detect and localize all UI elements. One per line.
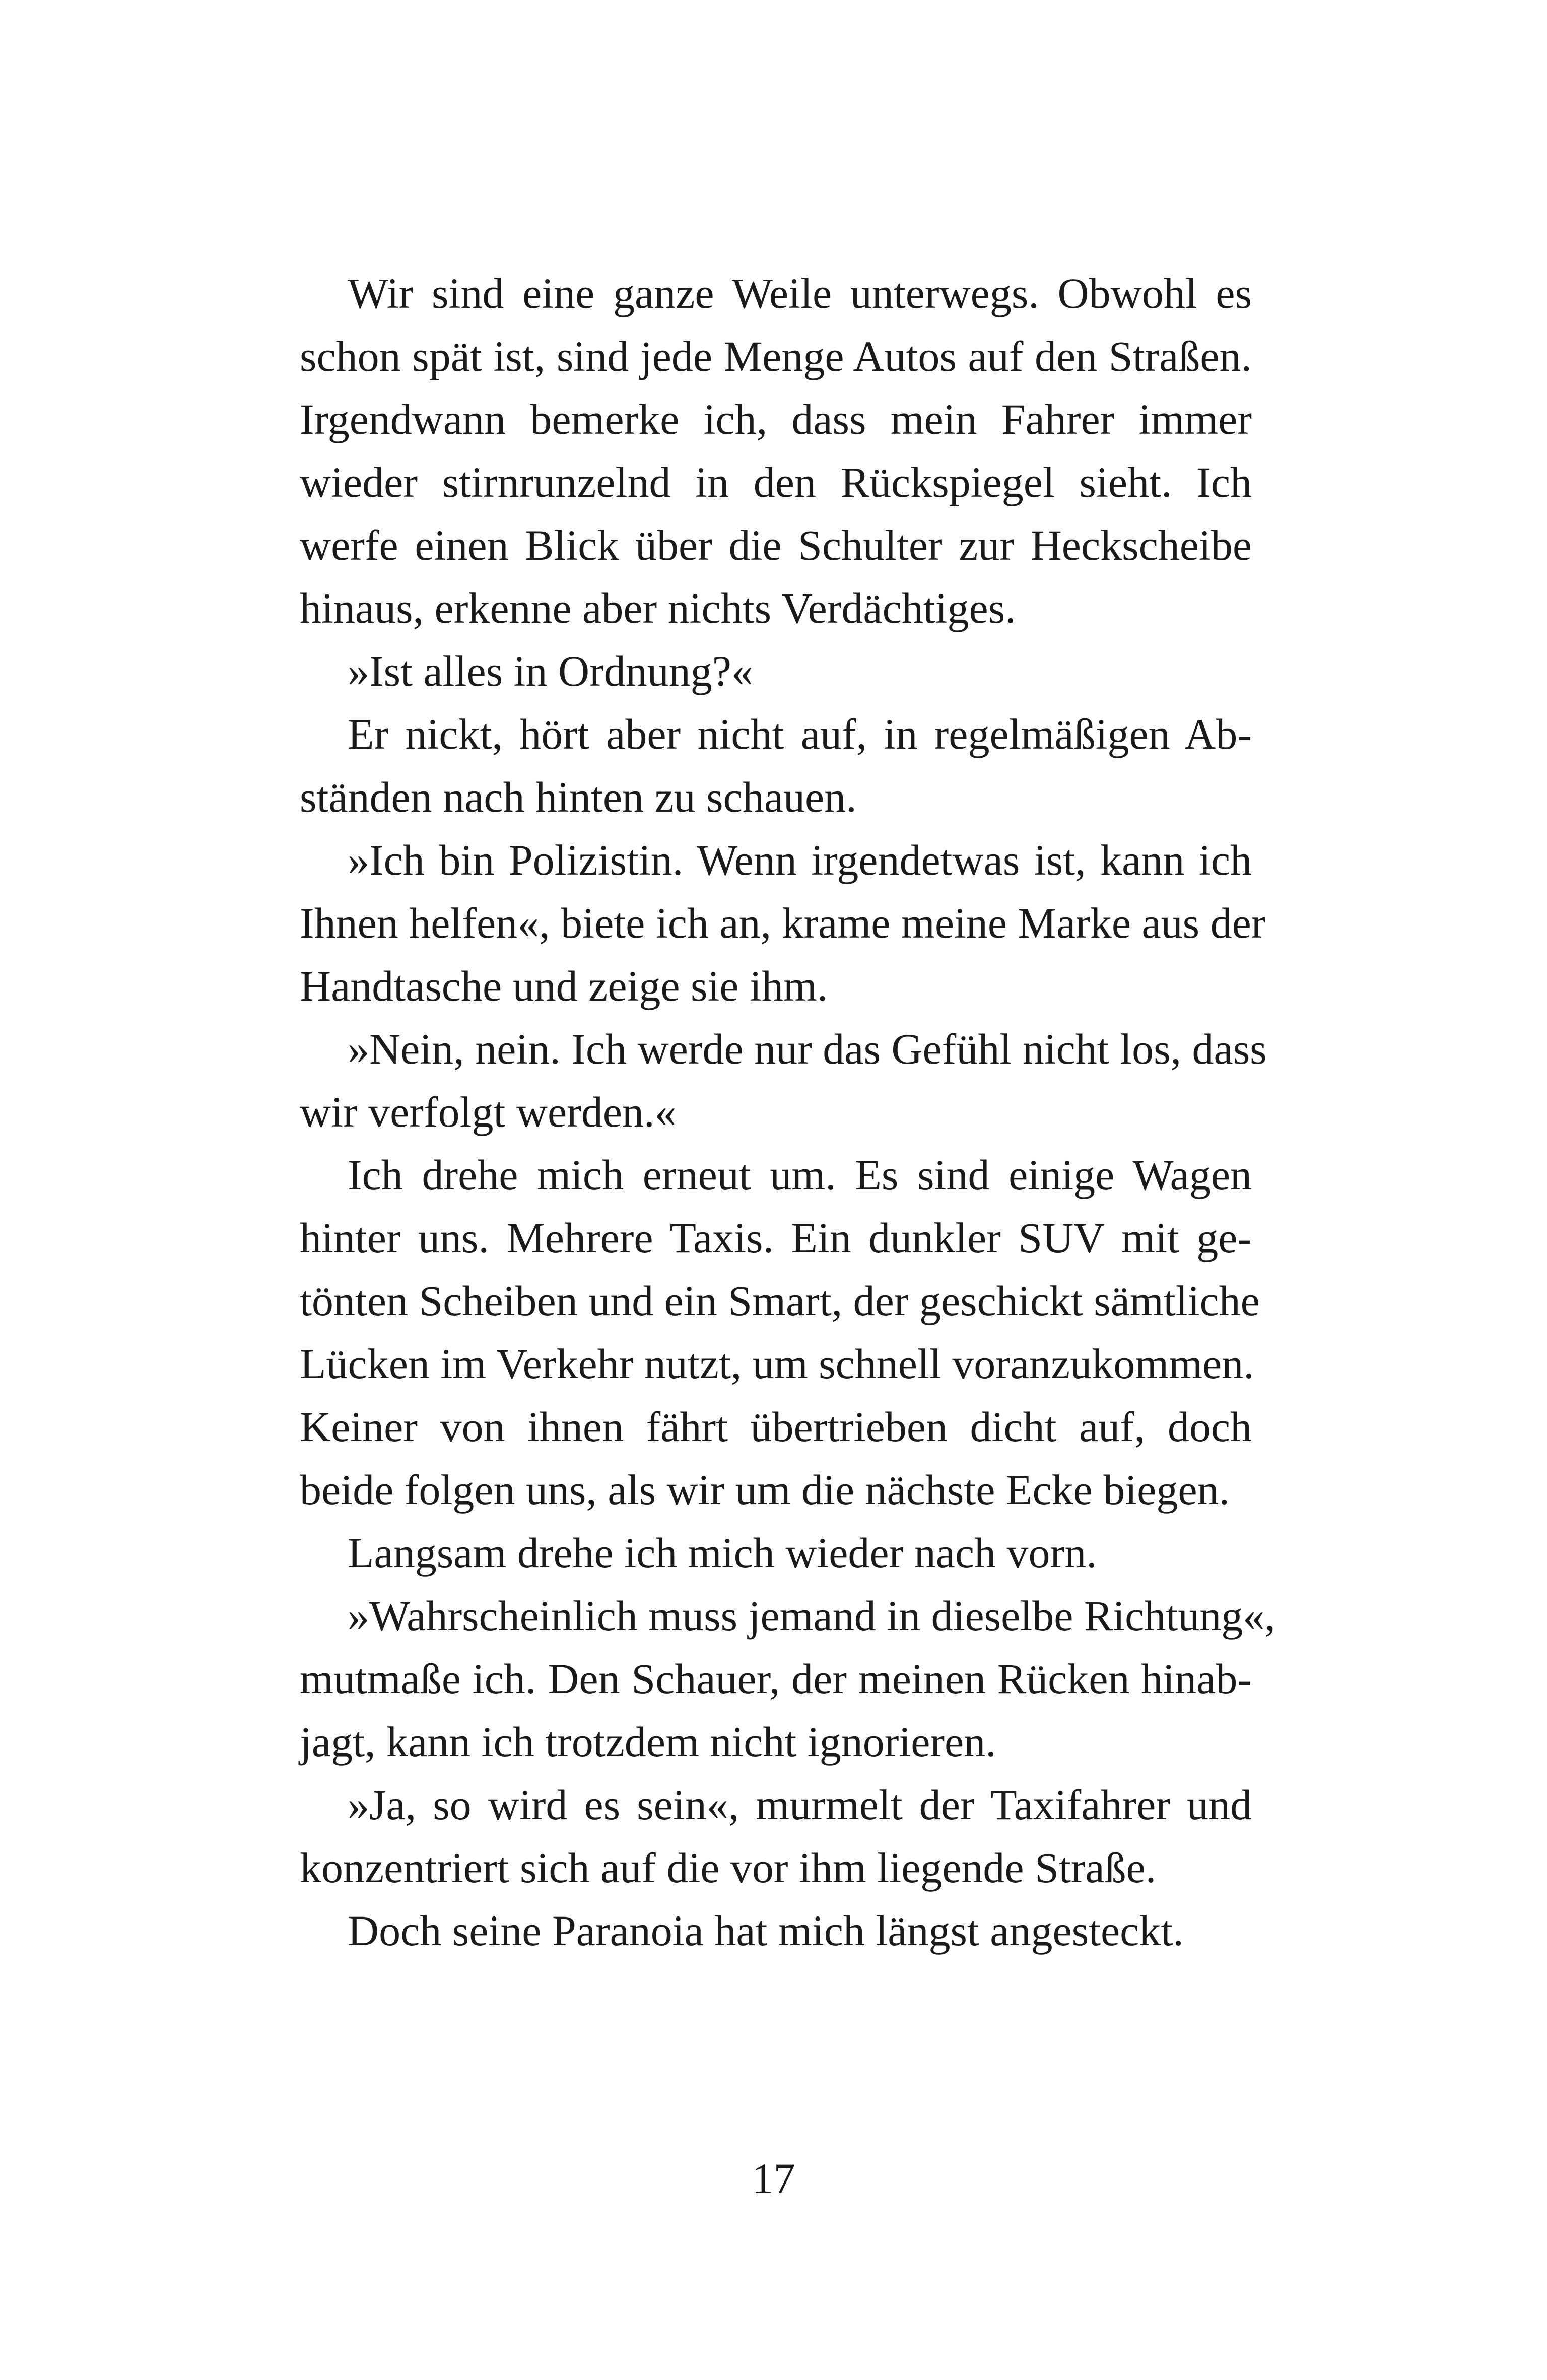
text-line: Keiner von ihnen fährt übertrieben dicht auf, doch [300, 1403, 1252, 1451]
text-line: »Wahrscheinlich muss jemand in dieselbe Richtung«, [348, 1592, 1275, 1640]
text-line: schon spät ist, sind jede Menge Autos auf den Straßen. [300, 332, 1252, 380]
text-line: beide folgen uns, als wir um die nächste Ecke biegen. [300, 1466, 1230, 1514]
text-line: werfe einen Blick über die Schulter zur Heckscheibe [300, 521, 1252, 569]
text-line: hinaus, erkenne aber nichts Verdächtiges. [300, 584, 1016, 632]
text-line: Er nickt, hört aber nicht auf, in regelmäßigen Ab- [348, 710, 1252, 758]
text-line: Handtasche und zeige sie ihm. [300, 962, 828, 1010]
text-line: tönten Scheiben und ein Smart, der geschickt sämtliche [300, 1277, 1260, 1325]
text-line: Doch seine Paranoia hat mich längst angesteckt. [348, 1906, 1184, 1955]
text-line: Langsam drehe ich mich wieder nach vorn. [348, 1529, 1097, 1577]
text-line: Wir sind eine ganze Weile unterwegs. Obwohl es [348, 269, 1252, 317]
text-line: »Nein, nein. Ich werde nur das Gefühl nicht los, dass [348, 1025, 1267, 1073]
text-line: wir verfolgt werden.« [300, 1088, 677, 1136]
text-line: Ich drehe mich erneut um. Es sind einige Wagen [348, 1151, 1252, 1199]
text-line: jagt, kann ich trotzdem nicht ignorieren. [300, 1717, 996, 1766]
text-line: »Ja, so wird es sein«, murmelt der Taxifahrer und [348, 1780, 1252, 1829]
body-text [300, 262, 1275, 1962]
page-number: 17 [752, 2154, 795, 2203]
text-line: »Ich bin Polizistin. Wenn irgendetwas ist, kann ich [348, 836, 1252, 884]
text-line: Lücken im Verkehr nutzt, um schnell voranzukommen. [300, 1340, 1254, 1388]
text-line: wieder stirnrunzelnd in den Rückspiegel sieht. Ich [300, 458, 1252, 506]
text-line: »Ist alles in Ordnung?« [348, 647, 753, 695]
text-line: mutmaße ich. Den Schauer, der meinen Rücken hinab- [300, 1655, 1252, 1703]
text-line: Irgendwann bemerke ich, dass mein Fahrer immer [300, 395, 1252, 443]
text-line: hinter uns. Mehrere Taxis. Ein dunkler SUV mit ge- [300, 1214, 1252, 1262]
text-line: konzentriert sich auf die vor ihm liegende Straße. [300, 1843, 1157, 1892]
text-line: Ihnen helfen«, biete ich an, krame meine Marke aus der [300, 899, 1266, 947]
text-line: ständen nach hinten zu schauen. [300, 773, 857, 821]
